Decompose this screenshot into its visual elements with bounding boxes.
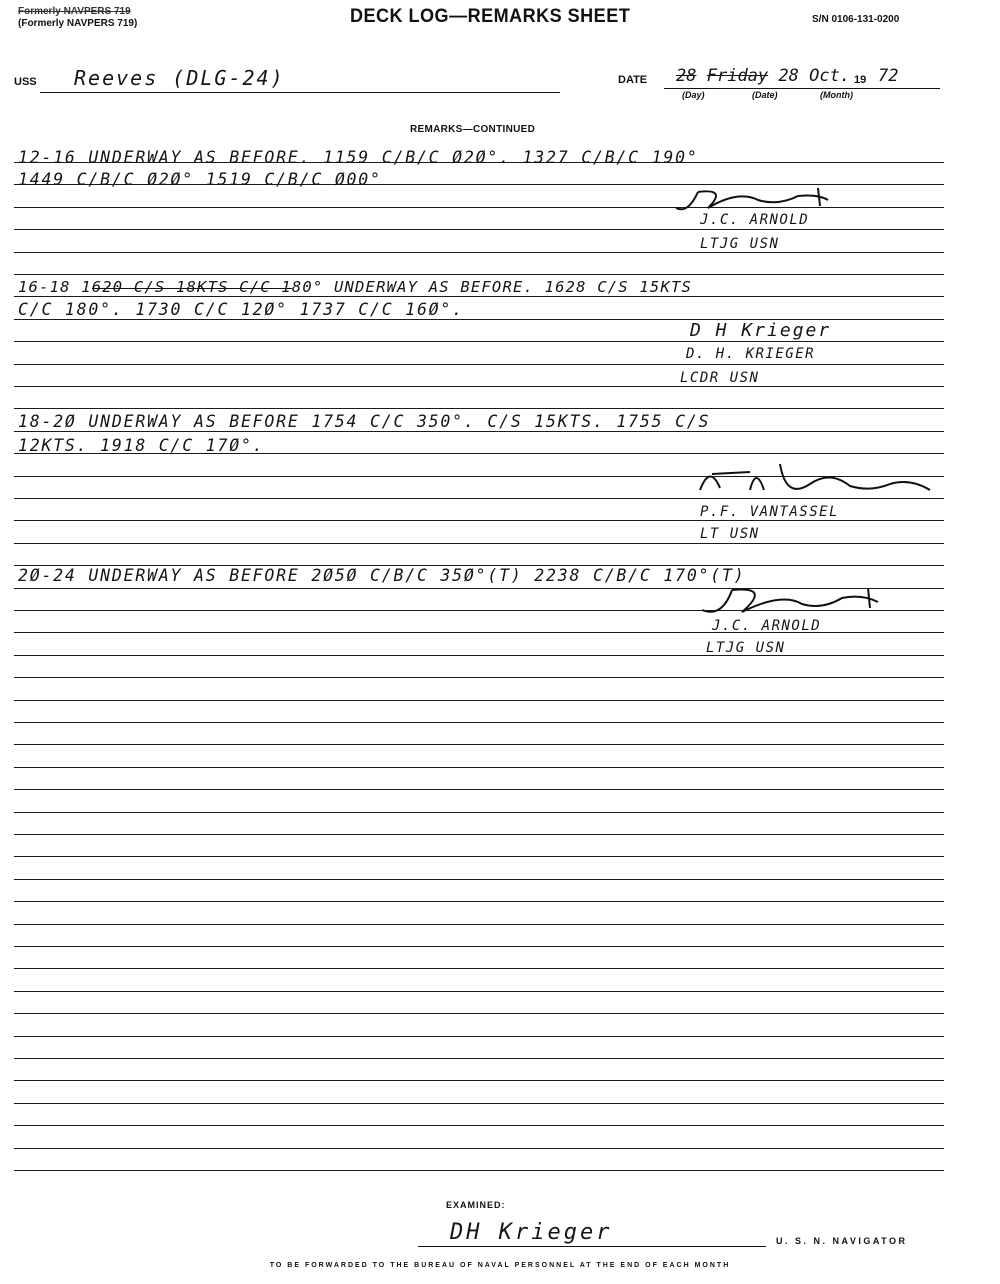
ruled-line [14,968,944,969]
ruled-line [14,924,944,925]
ship-field-line [40,92,560,93]
ruled-line [14,789,944,790]
ruled-line [14,252,944,253]
ruled-line [14,767,944,768]
strikethrough [92,288,292,289]
footer-note: TO BE FORWARDED TO THE BUREAU OF NAVAL PERSONNEL AT THE END OF EACH MONTH [269,1262,731,1269]
signature-name: P.F. VANTASSEL [700,504,840,520]
ruled-line [14,296,944,297]
date-field-line [664,88,940,89]
month-caption: (Month) [820,90,853,100]
date-month: Oct. [809,66,851,86]
signature-name: J.C. ARNOLD [700,212,810,228]
date-struck: 28 [676,66,697,86]
ruled-line [14,364,944,365]
date-label: DATE [618,74,648,86]
ruled-line [14,520,944,521]
signature-rank: LCDR USN [680,370,760,386]
ruled-line [14,1013,944,1014]
ruled-line [14,901,944,902]
signature-krieger: D H Krieger [690,320,832,341]
year-prefix: 19 [854,74,867,86]
log-entry-line: 1449 C/B/C Ø2Ø° 1519 C/B/C Ø00° [18,170,382,189]
ruled-line [14,1080,944,1081]
log-entry-line: C/C 180°. 1730 C/C 12Ø° 1737 C/C 16Ø°. [18,300,464,319]
log-entry-line: 18-2Ø UNDERWAY AS BEFORE 1754 C/C 350°. C/S 15KTS. 1755 C/S [18,412,711,431]
log-entry-line: 16-18 1620 C/S 18KTS C/C 180° UNDERWAY AS BEFORE. 1628 C/S 15KTS [18,278,693,296]
signature-name: D. H. KRIEGER [686,346,816,362]
signature-rank: LTJG USN [700,236,780,252]
ruled-line [14,229,944,230]
log-entry-line: 12-16 UNDERWAY AS BEFORE. 1159 C/B/C Ø2Ø°. 1327 C/B/C 190° [18,148,699,167]
day-caption: (Day) [682,90,705,100]
form-number: Formerly NAVPERS 719 (Formerly NAVPERS 719) [18,6,138,29]
navigator-line [418,1246,766,1247]
ruled-line [14,655,944,656]
log-entry-line: 2Ø-24 UNDERWAY AS BEFORE 2Ø5Ø C/B/C 35Ø°(T) 2238 C/B/C 170°(T) [18,566,746,585]
signature-arnold [692,586,892,620]
ship-name: Reeves (DLG-24) [74,66,285,90]
ruled-line [14,722,944,723]
ruled-line [14,677,944,678]
ruled-line [14,946,944,947]
signature-rank: LT USN [700,526,760,542]
page-title: DECK LOG—REMARKS SHEET [350,6,631,27]
ruled-line [14,1148,944,1149]
ruled-line [14,1170,944,1171]
signature-vantassel [690,460,940,504]
date-day: Friday [706,66,769,86]
year-value: 72 [878,66,899,86]
date-date: 28 [778,66,799,86]
ruled-line [14,856,944,857]
ruled-line [14,1125,944,1126]
ruled-line [14,1036,944,1037]
ruled-line [14,386,944,387]
ruled-line [14,274,944,275]
signature-rank: LTJG USN [706,640,786,656]
navigator-signature: DH Krieger [450,1220,613,1245]
ruled-line [14,812,944,813]
log-entry-line: 12KTS. 1918 C/C 17Ø°. [18,436,265,455]
remarks-heading: REMARKS—CONTINUED [410,124,536,135]
signature-name: J.C. ARNOLD [712,618,822,634]
ruled-line [14,700,944,701]
date-caption: (Date) [752,90,778,100]
examined-label: EXAMINED: [446,1200,506,1210]
navigator-label: U. S. N. NAVIGATOR [776,1236,908,1246]
ruled-line [14,834,944,835]
ruled-line [14,341,944,342]
ruled-line [14,744,944,745]
ruled-line [14,879,944,880]
ruled-line [14,543,944,544]
ruled-line [14,408,944,409]
ruled-line [14,1058,944,1059]
serial-number: S/N 0106-131-0200 [812,14,900,25]
ruled-line [14,991,944,992]
date-value [676,66,850,86]
uss-label: USS [14,76,37,88]
ruled-line [14,1103,944,1104]
